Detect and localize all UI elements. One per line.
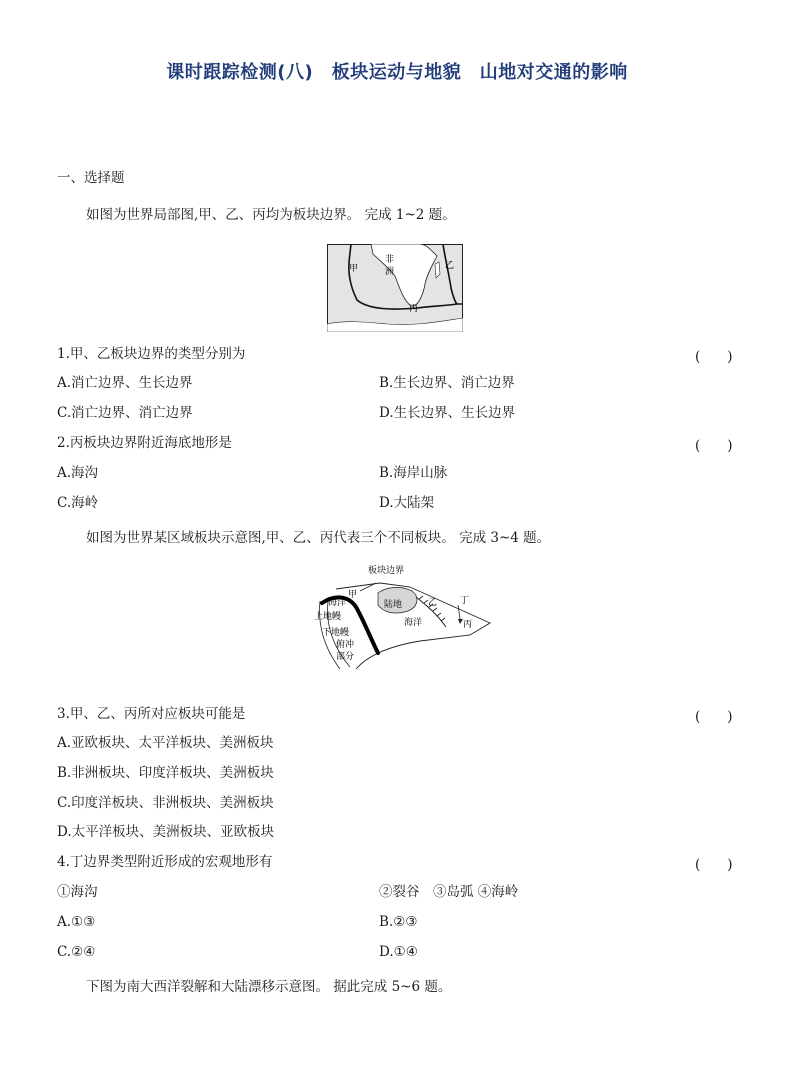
question-3-option-d[interactable]: D.太平洋板块、美洲板块、亚欧板块 [57, 824, 275, 840]
label-jia: 甲 [349, 264, 359, 274]
question-1-option-a[interactable]: A.消亡边界、生长边界 [57, 375, 193, 391]
label-jia: 甲 [348, 590, 358, 600]
group-intro-1: 如图为世界局部图,甲、乙、丙均为板块边界。 完成 1~2 题。 [86, 207, 456, 223]
label-boundary: 板块边界 [368, 566, 405, 576]
label-yi: 乙 [445, 261, 455, 271]
question-4-option-c[interactable]: C.②④ [57, 944, 96, 960]
label-upper-mantle: 上地幔 [314, 612, 342, 622]
label-bing: 丙 [463, 620, 473, 630]
question-1-option-c[interactable]: C.消亡边界、消亡边界 [57, 405, 193, 421]
question-4-option-b[interactable]: B.②③ [379, 914, 418, 930]
question-4-option-d[interactable]: D.①④ [379, 944, 418, 960]
question-4-option-a[interactable]: A.①③ [57, 914, 96, 930]
label-bing: 丙 [409, 304, 419, 314]
question-3-option-a[interactable]: A.亚欧板块、太平洋板块、美洲板块 [57, 735, 274, 751]
question-4-item-2: ②裂谷 ③岛弧 ④海岭 [379, 884, 519, 900]
label-ding: 丁 [460, 596, 470, 606]
question-3-option-b[interactable]: B.非洲板块、印度洋板块、美洲板块 [57, 765, 274, 781]
question-1-option-b[interactable]: B.生长边界、消亡边界 [379, 375, 515, 391]
arrow-line [458, 605, 460, 619]
page-title: 课时跟踪检测(八) 板块运动与地貌 山地对交通的影响 [166, 62, 628, 83]
label-africa-1: 非 [385, 255, 395, 265]
question-1-option-d[interactable]: D.生长边界、生长边界 [379, 405, 516, 421]
question-1-answer-blank[interactable]: ( ) [695, 349, 733, 365]
label-subduct-2: 部分 [336, 652, 355, 662]
label-land: 陆地 [384, 600, 403, 610]
question-1-stem: 1.甲、乙板块边界的类型分别为 [57, 346, 246, 362]
question-4-stem: 4.丁边界类型附近形成的宏观地形有 [57, 854, 273, 870]
question-2-answer-blank[interactable]: ( ) [695, 438, 733, 454]
section-heading: 一、选择题 [57, 170, 125, 186]
question-2-option-a[interactable]: A.海沟 [57, 465, 99, 481]
question-4-item-1: ①海沟 [57, 884, 98, 900]
figure-1-map [327, 244, 463, 332]
question-3-option-c[interactable]: C.印度洋板块、非洲板块、美洲板块 [57, 795, 274, 811]
group-intro-2: 如图为世界某区域板块示意图,甲、乙、丙代表三个不同板块。 完成 3~4 题。 [86, 530, 551, 546]
label-ocean-2: 海洋 [404, 618, 423, 628]
question-2-option-b[interactable]: B.海岸山脉 [379, 465, 448, 481]
group-intro-3: 下图为南大西洋裂解和大陆漂移示意图。 据此完成 5~6 题。 [86, 979, 452, 995]
figure-2-plate-diagram [300, 561, 492, 679]
label-subduct-1: 俯冲 [336, 640, 355, 650]
question-2-option-c[interactable]: C.海岭 [57, 495, 99, 511]
question-4-answer-blank[interactable]: ( ) [695, 857, 733, 873]
question-3-stem: 3.甲、乙、丙所对应板块可能是 [57, 706, 246, 722]
label-yi: 乙 [428, 598, 438, 608]
question-3-answer-blank[interactable]: ( ) [695, 709, 733, 725]
label-lower-mantle: 下地幔 [322, 628, 350, 638]
question-2-option-d[interactable]: D.大陆架 [379, 495, 435, 511]
label-ocean-1: 海洋 [328, 598, 347, 608]
question-2-stem: 2.丙板块边界附近海底地形是 [57, 435, 232, 451]
label-africa-2: 洲 [385, 267, 395, 277]
